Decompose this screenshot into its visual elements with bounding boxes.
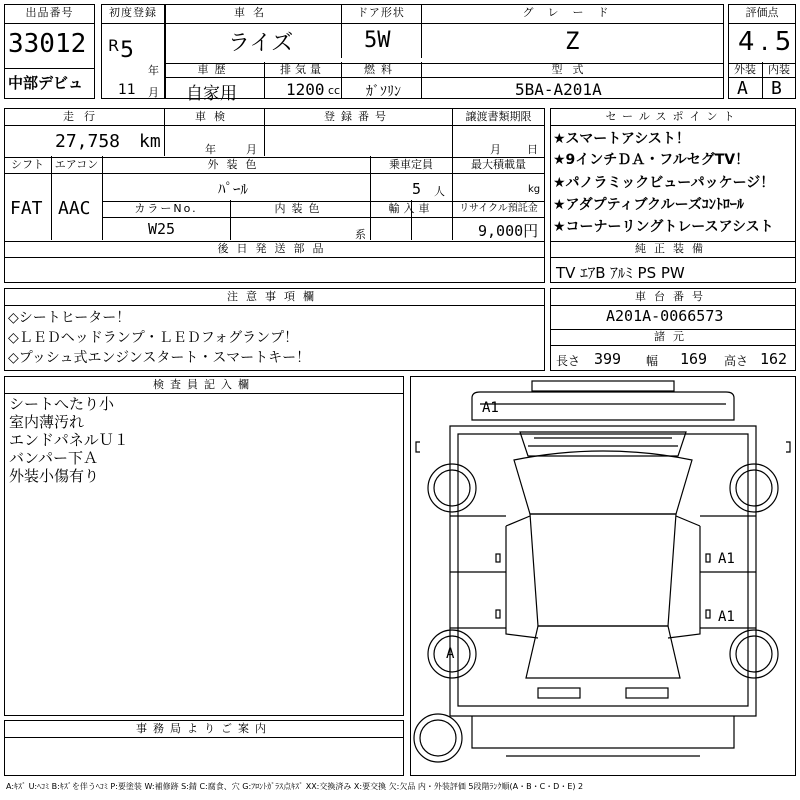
specs-label: 諸元	[654, 330, 692, 343]
car-condition-diagram	[410, 376, 796, 776]
recycle-value: 9,000円	[478, 222, 539, 240]
int-color-label: 内装色	[274, 202, 326, 215]
venue: 中部デビュ	[8, 74, 84, 92]
door-value: 5W	[364, 28, 391, 53]
transfer-month-unit: 月	[490, 143, 501, 156]
load-label: 最大積載量	[471, 158, 526, 171]
mileage-unit: km	[139, 131, 161, 152]
first-reg-label: 初度登録	[109, 6, 157, 19]
inspection-month-unit: 月	[246, 143, 257, 156]
chassis-value: A201A-0066573	[606, 307, 724, 325]
door-label: ドア形状	[357, 6, 405, 19]
color-no-label: カラーNo.	[134, 202, 198, 215]
inspector-line-4: バンパー下Ａ	[9, 449, 98, 467]
displacement-unit: cc	[328, 84, 341, 97]
year: 5	[120, 38, 134, 63]
score-value: 4.5	[738, 27, 798, 57]
width-value: 169	[680, 350, 708, 368]
transfer-label: 譲渡書類期限	[465, 110, 532, 123]
recycle-label: リサイクル預託金	[459, 203, 538, 214]
inspection-year-unit: 年	[205, 143, 216, 156]
model-value: 5BA-A201A	[515, 80, 602, 99]
sales-points-label: セールスポイント	[605, 110, 741, 123]
capacity-value: 5	[412, 180, 422, 198]
length-label: 長さ	[556, 354, 581, 368]
lot-label: 出品番号	[25, 6, 74, 19]
transfer-day-unit: 日	[527, 143, 538, 156]
inspector-line-1: シートへたり小	[9, 395, 115, 413]
length-value: 399	[594, 350, 622, 368]
grade-value: Z	[565, 27, 580, 55]
note-item-1: ◇シートヒーター！	[8, 310, 131, 326]
plate-label: 登録番号	[324, 110, 392, 123]
mileage-label: 走行	[63, 110, 105, 123]
sales-point-2: ★9インチＤＡ・フルセグTV！	[553, 152, 750, 168]
inspection-label: 車検	[195, 110, 233, 123]
shift-value: FAT	[10, 198, 43, 219]
model-label: 型式	[551, 63, 594, 76]
sales-point-3: ★パノラミックビューパッケージ！	[553, 175, 775, 191]
int-color-unit: 系	[355, 228, 366, 241]
note-item-2: ◇ＬＥＤヘッドランプ・ＬＥＤフォグランプ！	[8, 330, 299, 346]
month-unit: 月	[148, 86, 159, 99]
height-value: 162	[760, 350, 788, 368]
exterior-label: 外装	[734, 63, 756, 76]
office-label: 事務局よりご案内	[136, 722, 272, 735]
interior-grade: B	[771, 78, 782, 99]
interior-label: 内装	[768, 63, 790, 76]
sales-point-1: ★スマートアシスト！	[553, 131, 690, 147]
damage-mark-rear: A1	[482, 400, 499, 416]
damage-mark-right-front-door: A1	[718, 609, 735, 625]
inspector-line-2: 室内薄汚れ	[9, 413, 85, 431]
displacement-label: 排気量	[280, 63, 325, 76]
import-label: 輸入車	[388, 202, 434, 215]
legend-text: A:ｷｽﾞ U:ﾍｺﾐ B:ｷｽﾞを伴うﾍｺﾐ P:要塗装 W:補修跡 S:錆 C:腐食、穴 G:ﾌﾛﾝﾄｶﾞﾗｽ点ｷｽﾞ XX:交換済み X:要交換 欠:欠品 内・外装評価 5段階ﾗﾝｸ順(A・B・C・D・E) 2	[6, 782, 584, 791]
era: R	[108, 36, 120, 55]
score-label: 評価点	[745, 6, 779, 19]
sales-point-5: ★コーナーリングトレースアシスト	[553, 219, 774, 235]
mileage-value: 27,758	[55, 131, 121, 152]
capacity-unit: 人	[434, 185, 445, 198]
color-no-value: W25	[148, 220, 176, 238]
fuel-label: 燃料	[364, 63, 398, 76]
name-label: 車名	[234, 6, 272, 19]
damage-mark-right-rear-door: A1	[718, 551, 735, 567]
history-value: 自家用	[186, 84, 237, 104]
genuine-value: TV ｴｱB ｱﾙﾐ PS PW	[556, 264, 685, 282]
inspector-label: 検査員記入欄	[153, 378, 255, 391]
shift-label: シフト	[11, 158, 44, 171]
genuine-label: 純正装備	[635, 242, 711, 255]
width-label: 幅	[646, 354, 659, 368]
color-value: ﾊﾟｰﾙ	[218, 180, 249, 198]
fuel-value: ｶﾞｿﾘﾝ	[366, 84, 401, 100]
notes-label: 注意事項欄	[227, 290, 322, 303]
ac-value: AAC	[58, 198, 91, 219]
delivery-label: 後日発送部品	[217, 242, 332, 255]
month: 11	[118, 82, 136, 98]
car-name: ライズ	[228, 31, 294, 56]
grade-label: グレード	[522, 6, 623, 19]
sales-point-4: ★アダプティブクルーズｺﾝﾄﾛｰﾙ	[553, 197, 744, 213]
note-item-3: ◇プッシュ式エンジンスタート・スマートキー！	[8, 350, 311, 366]
color-label: 外装色	[207, 158, 265, 171]
exterior-grade: A	[737, 78, 748, 99]
lot-number: 33012	[8, 29, 87, 59]
capacity-label: 乗車定員	[389, 158, 433, 171]
history-label: 車歴	[197, 63, 232, 76]
damage-mark-front-wheel: A	[446, 646, 455, 662]
load-unit: kg	[528, 184, 541, 195]
inspector-line-5: 外装小傷有り	[9, 467, 100, 485]
height-label: 高さ	[724, 354, 749, 368]
inspector-line-3: エンドパネルＵ１	[9, 431, 129, 449]
year-unit: 年	[148, 64, 159, 77]
displacement-value: 1200	[286, 80, 325, 99]
ac-label: エアコン	[54, 158, 99, 171]
chassis-label: 車台番号	[635, 290, 711, 303]
